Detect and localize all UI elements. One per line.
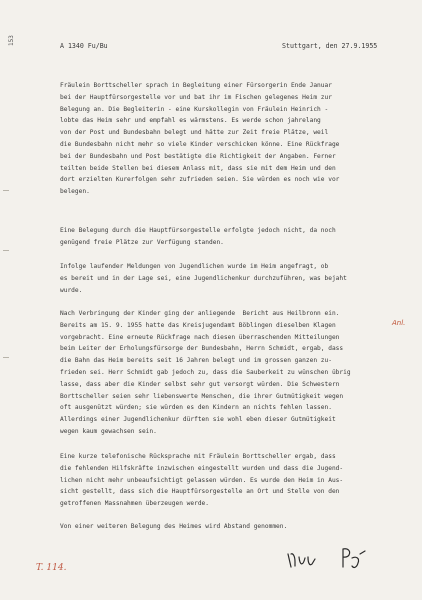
signature-initials-left (285, 548, 325, 570)
margin-tick (3, 250, 9, 251)
margin-tick (3, 190, 9, 191)
paragraph: Eine Belegung durch die Hauptfürsorgestelle erfolgte jedoch nicht, da noch genügend freie Plätze zur Verfügung standen. (60, 227, 336, 246)
paragraph: Infolge laufender Meldungen von Jugendlichen wurde im Heim angefragt, ob es bereit und in der Lage sei, eine Jugendlichenkur durchzuführen, was bejaht wurde. (60, 263, 347, 294)
signature-initials-right (338, 545, 370, 571)
page-number: 153 (8, 35, 15, 46)
paragraph: Von einer weiteren Belegung des Heimes wird Abstand genommen. (60, 523, 288, 530)
margin-annotation: Anl. (392, 319, 406, 327)
paragraph: Fräulein Borttscheller sprach in Begleitung einer Fürsorgerin Ende Januar bei der Hauptfürsorgestelle vor und bat ihr im Fischen gelegenes Heim zur Belegung an. Die Begleiterin - eine Kurskollegin von Fräulein Heinrich - lobte das Heim sehr und empfahl es wärmstens. Es werde schon jahrelang von der Post und Bundesbahn belegt und hätte zur Zeit freie Plätze, weil die Bundesbahn nicht mehr so viele Kinder verschicken könne. Eine Rückfrage bei der Bundesbahn und Post bestätigte die Richtigkeit der Angaben. Ferner teilten beide Stellen bei diesem Anlass mit, dass sie mit dem Heim und den dort erzielten Kurerfolgen sehr zufrieden seien. Sie würden es noch wie vor belegen. (60, 82, 340, 196)
handwritten-note: T. 114. (36, 563, 67, 573)
paragraph: Nach Verbringung der Kinder ging der anliegende Bericht aus Heilbronn ein. Bereits am 15. 9. 1955 hatte das Kreisjugendamt Böblingen dieselben Klagen vorgebracht. Eine erneute Rückfrage nach diesen überraschenden Mitteilungen beim Leiter der Erholungsfürsorge der Bundesbahn, Herrn Schmidt, ergab, dass die Bahn das Heim bereits seit 16 Jahren belegt und im grossen ganzen zu- frieden sei. Herr Schmidt gab jedoch zu, dass die Sauberkeit zu wünschen übrig lasse, dass aber die Kinder selbst sehr gut versorgt würden. Die Schwestern Borttscheller seien sehr liebenswerte Menschen, die ihrer Gutmütigkeit wegen oft ausgenützt würden; sie würden es den Kindern an nichts fehlen lassen. Allerdings einer Jugendlichenkur dürften sie wohl eben dieser Gutmütigkeit wegen kaum gewachsen sein. (60, 310, 351, 435)
place-date: Stuttgart, den 27.9.1955 (282, 42, 378, 50)
margin-tick (3, 357, 9, 358)
paragraph: Eine kurze telefonische Rücksprache mit Fräulein Borttscheller ergab, dass die fehlenden Hilfskräfte inzwischen eingestellt wurden und dass die Jugend- lichen nicht mehr unbeaufsichtigt gelassen würden. Es wurde den Heim in Aus- sicht gestellt, dass sich die Hauptfürsorgestelle an Ort und Stelle von den getroffenen Massnahmen überzeugen werde. (60, 453, 344, 508)
reference-number: A 1340 Fu/Bu (60, 42, 108, 50)
